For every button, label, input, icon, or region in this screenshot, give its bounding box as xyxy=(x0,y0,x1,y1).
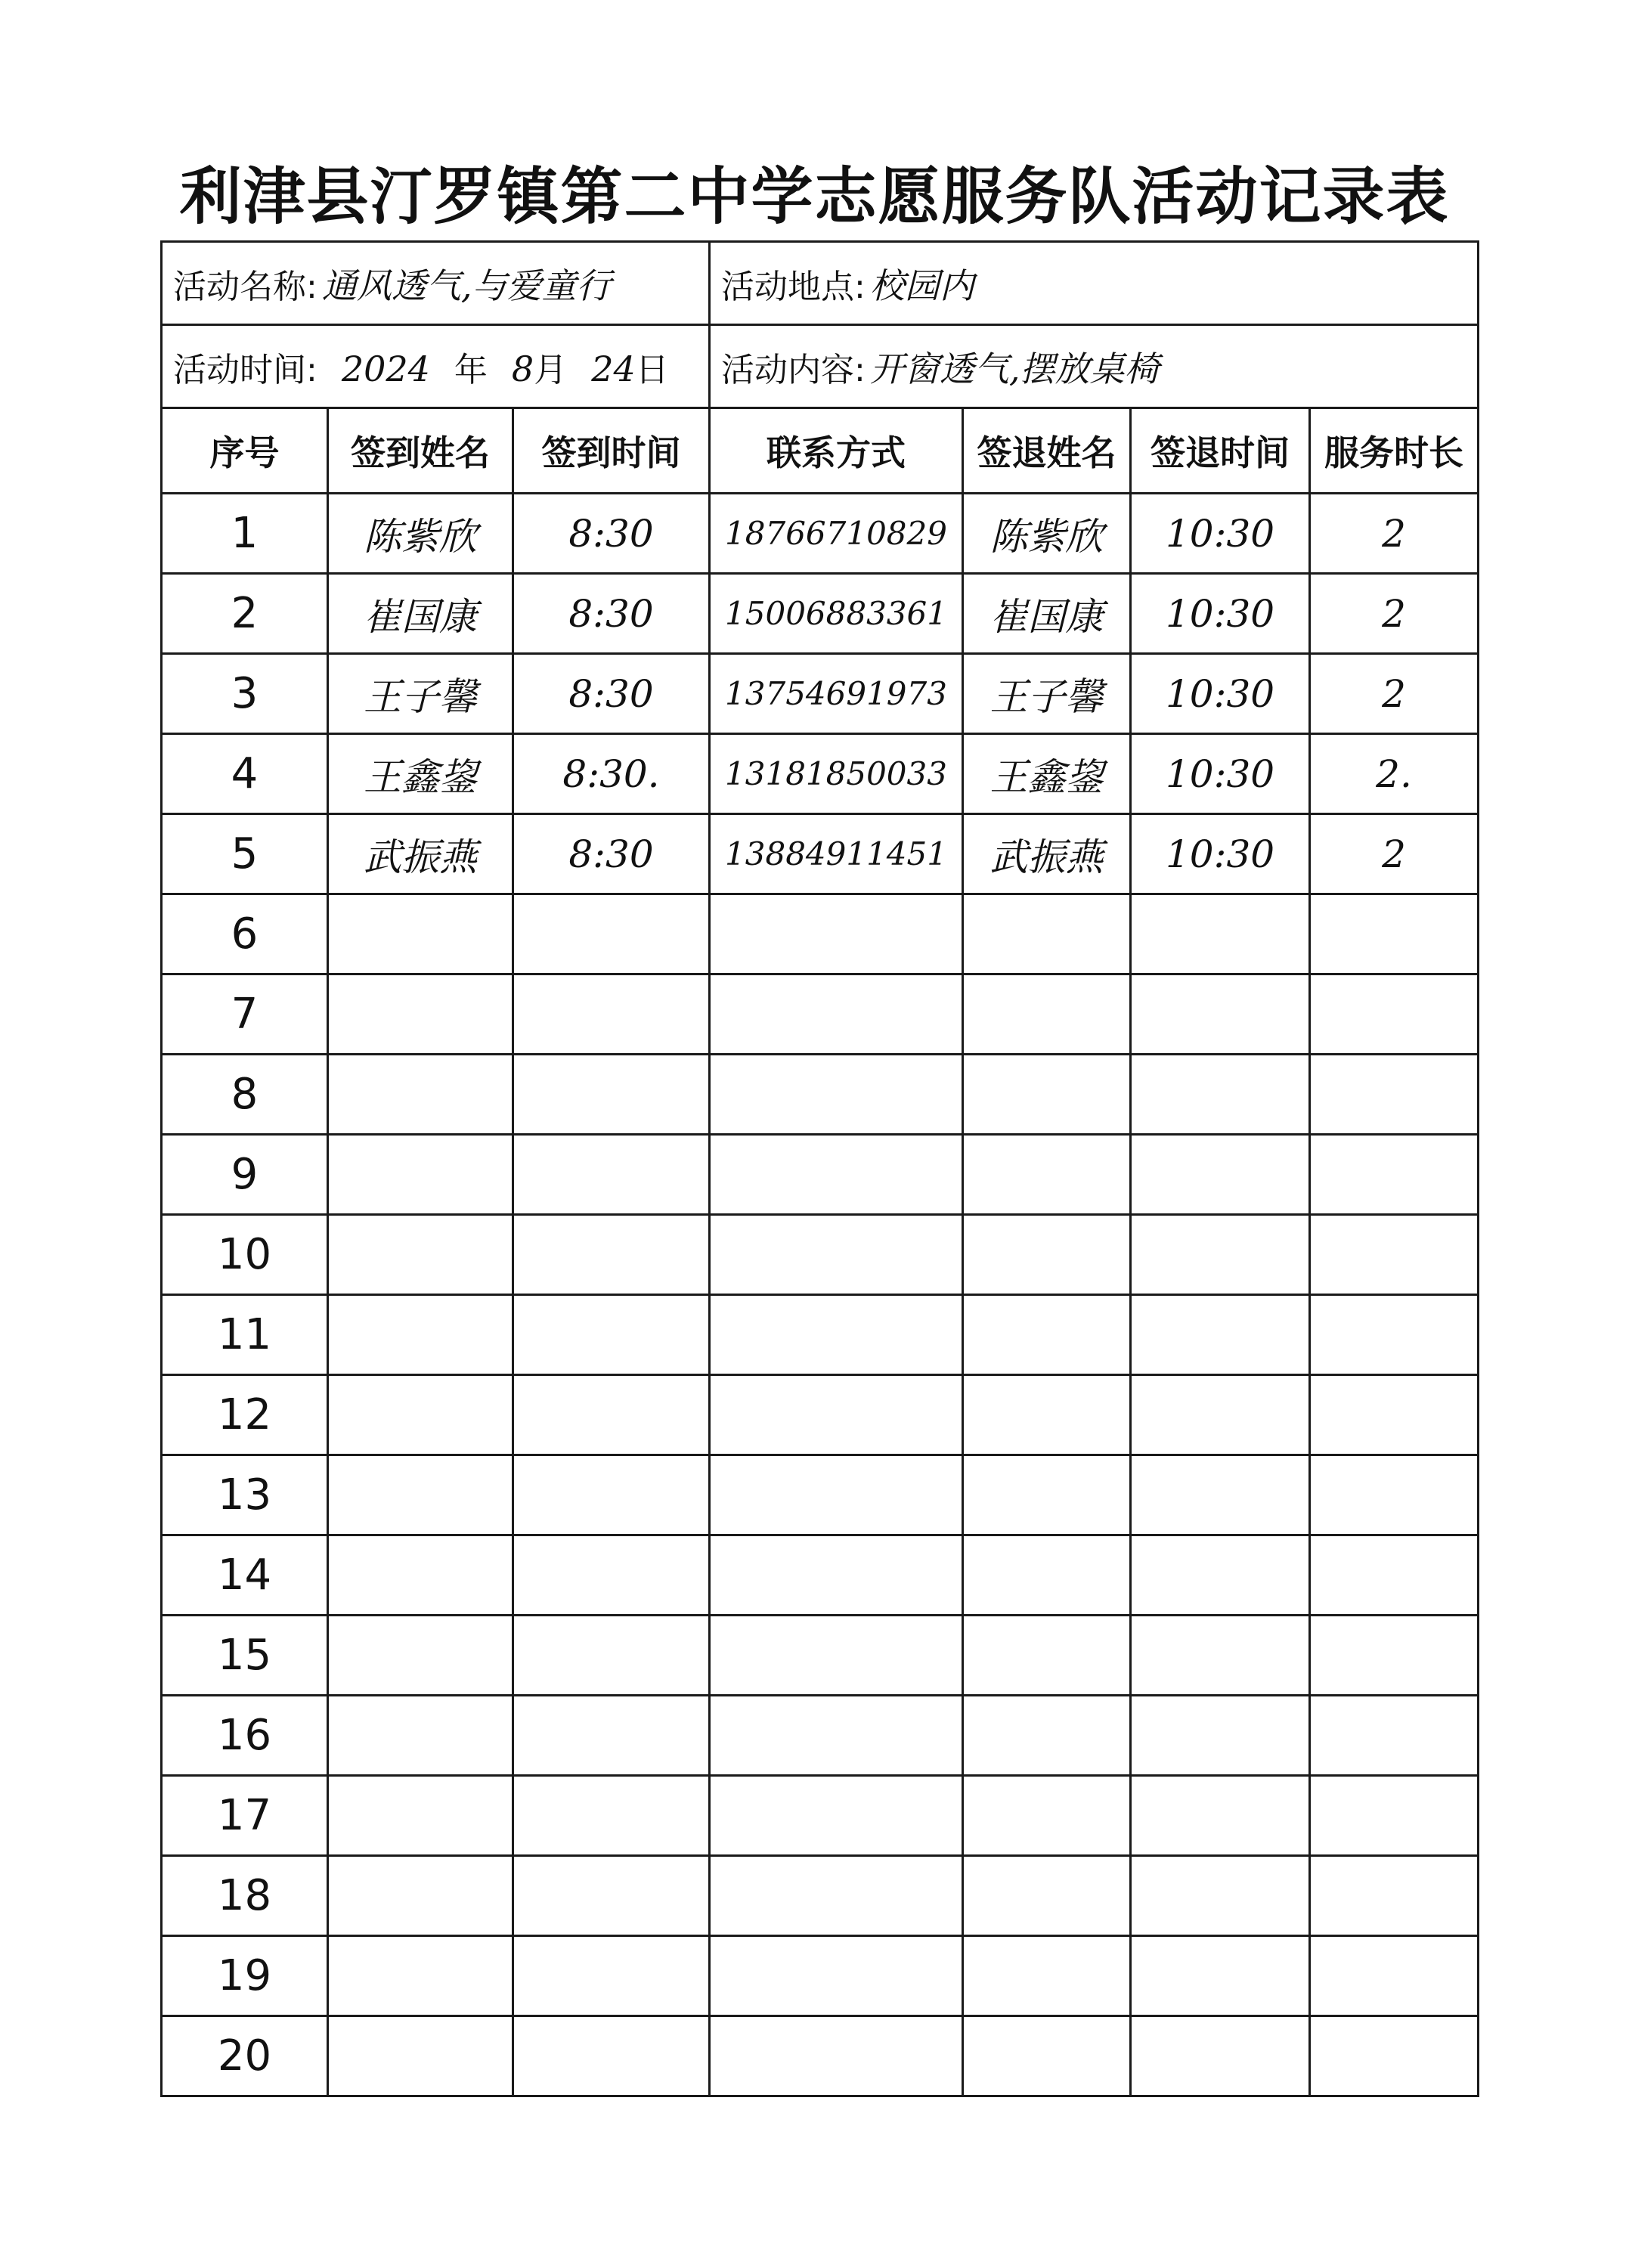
sign-out-time xyxy=(1131,1776,1310,1856)
sign-out-time xyxy=(1131,2016,1310,2096)
contact-phone xyxy=(710,1776,963,1856)
row-number: 12 xyxy=(162,1375,328,1455)
activity-time-label: 活动时间: xyxy=(173,350,317,389)
sign-in-name: 武振燕 xyxy=(328,814,513,894)
row-number: 6 xyxy=(162,894,328,974)
activity-month-unit: 月 xyxy=(534,350,568,389)
service-hours xyxy=(1310,1455,1479,1535)
service-hours xyxy=(1310,1135,1479,1215)
table-row xyxy=(162,1696,1479,1776)
sign-out-time: 10:30 xyxy=(1131,814,1310,894)
activity-content-label: 活动内容: xyxy=(721,350,866,389)
table-row xyxy=(162,1055,1479,1135)
sign-in-time xyxy=(513,1776,710,1856)
column-header: 签退时间 xyxy=(1131,408,1310,494)
activity-record-table xyxy=(160,240,1479,2097)
column-header: 签退姓名 xyxy=(963,408,1131,494)
table-row xyxy=(162,494,1479,574)
service-hours xyxy=(1310,1375,1479,1455)
sign-out-name xyxy=(963,2016,1131,2096)
row-number: 13 xyxy=(162,1455,328,1535)
column-header: 签到姓名 xyxy=(328,408,513,494)
sign-out-name xyxy=(963,1135,1131,1215)
sign-out-name xyxy=(963,974,1131,1055)
activity-place-cell xyxy=(710,242,1479,325)
table-row xyxy=(162,814,1479,894)
sign-out-name xyxy=(963,1616,1131,1696)
sign-out-time xyxy=(1131,974,1310,1055)
sign-out-name xyxy=(963,1696,1131,1776)
contact-phone: 18766710829 xyxy=(710,494,963,574)
row-number: 11 xyxy=(162,1295,328,1375)
sign-out-name xyxy=(963,1375,1131,1455)
activity-name-value: 通风透气,与爱童行 xyxy=(321,265,612,306)
contact-phone xyxy=(710,1455,963,1535)
sign-in-name xyxy=(328,1696,513,1776)
sign-out-time xyxy=(1131,1696,1310,1776)
contact-phone xyxy=(710,1055,963,1135)
column-header-row xyxy=(162,408,1479,494)
service-hours xyxy=(1310,1936,1479,2016)
row-number: 18 xyxy=(162,1856,328,1936)
sign-out-time: 10:30 xyxy=(1131,574,1310,654)
sign-out-name xyxy=(963,1856,1131,1936)
sign-in-time xyxy=(513,1616,710,1696)
column-header: 序号 xyxy=(162,408,328,494)
table-row xyxy=(162,1856,1479,1936)
sign-in-time xyxy=(513,894,710,974)
table-row xyxy=(162,1455,1479,1535)
sign-in-time: 8:30 xyxy=(513,654,710,734)
sign-out-time: 10:30 xyxy=(1131,734,1310,814)
table-row xyxy=(162,1776,1479,1856)
sign-in-time xyxy=(513,1135,710,1215)
sign-out-time xyxy=(1131,894,1310,974)
row-number: 2 xyxy=(162,574,328,654)
activity-time-cell xyxy=(162,325,710,408)
sign-in-time xyxy=(513,1375,710,1455)
sign-out-name xyxy=(963,1215,1131,1295)
table-row xyxy=(162,1936,1479,2016)
sign-in-name xyxy=(328,1055,513,1135)
sign-in-time xyxy=(513,1696,710,1776)
contact-phone xyxy=(710,974,963,1055)
sign-in-time xyxy=(513,2016,710,2096)
row-number: 3 xyxy=(162,654,328,734)
service-hours xyxy=(1310,894,1479,974)
sign-in-time: 8:30 xyxy=(513,494,710,574)
row-number: 10 xyxy=(162,1215,328,1295)
contact-phone xyxy=(710,1375,963,1455)
contact-phone: 13181850033 xyxy=(710,734,963,814)
sign-in-name xyxy=(328,894,513,974)
service-hours xyxy=(1310,1696,1479,1776)
sign-out-name xyxy=(963,1295,1131,1375)
sign-in-time xyxy=(513,974,710,1055)
sign-out-time xyxy=(1131,1535,1310,1616)
row-number: 7 xyxy=(162,974,328,1055)
sign-in-time: 8:30 xyxy=(513,574,710,654)
sign-out-time xyxy=(1131,1135,1310,1215)
sign-in-name xyxy=(328,974,513,1055)
sign-out-time xyxy=(1131,1856,1310,1936)
sign-in-time xyxy=(513,1856,710,1936)
contact-phone xyxy=(710,1936,963,2016)
page-title: 利津县汀罗镇第二中学志愿服务队活动记录表 xyxy=(179,161,1450,233)
activity-place-value: 校园内 xyxy=(869,265,974,306)
activity-content-cell xyxy=(710,325,1479,408)
row-number: 9 xyxy=(162,1135,328,1215)
sign-out-name: 崔国康 xyxy=(963,574,1131,654)
row-number: 20 xyxy=(162,2016,328,2096)
activity-month-value: 8 xyxy=(511,348,534,389)
service-hours: 2 xyxy=(1310,654,1479,734)
service-hours: 2. xyxy=(1310,734,1479,814)
table-row xyxy=(162,1616,1479,1696)
row-number: 19 xyxy=(162,1936,328,2016)
sign-in-time xyxy=(513,1936,710,2016)
sign-in-time xyxy=(513,1215,710,1295)
info-row-time-content xyxy=(162,325,1479,408)
sign-in-time xyxy=(513,1055,710,1135)
activity-name-label: 活动名称: xyxy=(173,267,317,306)
sign-in-name xyxy=(328,1616,513,1696)
sign-out-name xyxy=(963,1535,1131,1616)
table-row xyxy=(162,1135,1479,1215)
activity-year-unit: 年 xyxy=(454,350,488,389)
table-row xyxy=(162,574,1479,654)
sign-out-time xyxy=(1131,1616,1310,1696)
row-number: 14 xyxy=(162,1535,328,1616)
sign-in-time xyxy=(513,1535,710,1616)
table-row xyxy=(162,734,1479,814)
activity-name-cell xyxy=(162,242,710,325)
contact-phone xyxy=(710,1215,963,1295)
row-number: 8 xyxy=(162,1055,328,1135)
sign-in-name: 崔国康 xyxy=(328,574,513,654)
sign-out-name xyxy=(963,1776,1131,1856)
sign-in-name xyxy=(328,2016,513,2096)
row-number: 17 xyxy=(162,1776,328,1856)
service-hours xyxy=(1310,1535,1479,1616)
sign-out-name: 王鑫鋆 xyxy=(963,734,1131,814)
sign-out-name xyxy=(963,1936,1131,2016)
sign-in-name xyxy=(328,1135,513,1215)
sign-in-name xyxy=(328,1215,513,1295)
table-row xyxy=(162,1215,1479,1295)
sign-out-time xyxy=(1131,1936,1310,2016)
row-number: 5 xyxy=(162,814,328,894)
contact-phone xyxy=(710,894,963,974)
info-row-name-place xyxy=(162,242,1479,325)
service-hours xyxy=(1310,1295,1479,1375)
contact-phone xyxy=(710,1616,963,1696)
sign-in-name xyxy=(328,1535,513,1616)
table-row xyxy=(162,1375,1479,1455)
sign-in-name xyxy=(328,1776,513,1856)
sign-in-name: 王鑫鋆 xyxy=(328,734,513,814)
column-header: 服务时长 xyxy=(1310,408,1479,494)
sign-out-name: 王子馨 xyxy=(963,654,1131,734)
row-number: 1 xyxy=(162,494,328,574)
sign-out-time xyxy=(1131,1055,1310,1135)
column-header: 联系方式 xyxy=(710,408,963,494)
sign-out-name xyxy=(963,1055,1131,1135)
sign-in-name xyxy=(328,1375,513,1455)
activity-day-value: 24 xyxy=(591,348,636,389)
sign-out-time xyxy=(1131,1455,1310,1535)
sign-in-time: 8:30. xyxy=(513,734,710,814)
sign-in-name xyxy=(328,1455,513,1535)
table-row xyxy=(162,894,1479,974)
sign-out-name xyxy=(963,894,1131,974)
sign-in-name: 王子馨 xyxy=(328,654,513,734)
sign-in-name xyxy=(328,1295,513,1375)
contact-phone: 13884911451 xyxy=(710,814,963,894)
table-row xyxy=(162,974,1479,1055)
service-hours xyxy=(1310,1776,1479,1856)
contact-phone xyxy=(710,1135,963,1215)
contact-phone xyxy=(710,1295,963,1375)
table-row xyxy=(162,654,1479,734)
table-row xyxy=(162,1535,1479,1616)
contact-phone xyxy=(710,1856,963,1936)
sign-out-name: 武振燕 xyxy=(963,814,1131,894)
sign-in-name xyxy=(328,1856,513,1936)
service-hours xyxy=(1310,974,1479,1055)
service-hours xyxy=(1310,1215,1479,1295)
service-hours xyxy=(1310,1055,1479,1135)
service-hours: 2 xyxy=(1310,814,1479,894)
table-row xyxy=(162,1295,1479,1375)
row-number: 4 xyxy=(162,734,328,814)
service-hours xyxy=(1310,2016,1479,2096)
row-number: 15 xyxy=(162,1616,328,1696)
sign-in-name xyxy=(328,1936,513,2016)
service-hours: 2 xyxy=(1310,494,1479,574)
table-row xyxy=(162,2016,1479,2096)
sign-out-name: 陈紫欣 xyxy=(963,494,1131,574)
activity-day-unit: 日 xyxy=(635,350,669,389)
sign-out-time: 10:30 xyxy=(1131,654,1310,734)
row-number: 16 xyxy=(162,1696,328,1776)
sign-in-name: 陈紫欣 xyxy=(328,494,513,574)
contact-phone xyxy=(710,1696,963,1776)
service-hours: 2 xyxy=(1310,574,1479,654)
sign-out-time: 10:30 xyxy=(1131,494,1310,574)
activity-content-value: 开窗透气,摆放桌椅 xyxy=(869,348,1160,389)
service-hours xyxy=(1310,1616,1479,1696)
sign-in-time xyxy=(513,1455,710,1535)
contact-phone xyxy=(710,2016,963,2096)
sign-out-time xyxy=(1131,1215,1310,1295)
column-header: 签到时间 xyxy=(513,408,710,494)
sign-out-time xyxy=(1131,1295,1310,1375)
contact-phone xyxy=(710,1535,963,1616)
contact-phone: 15006883361 xyxy=(710,574,963,654)
sign-out-name xyxy=(963,1455,1131,1535)
activity-place-label: 活动地点: xyxy=(721,267,866,306)
contact-phone: 13754691973 xyxy=(710,654,963,734)
sign-in-time: 8:30 xyxy=(513,814,710,894)
sign-in-time xyxy=(513,1295,710,1375)
activity-year-value: 2024 xyxy=(341,348,430,389)
service-hours xyxy=(1310,1856,1479,1936)
sign-out-time xyxy=(1131,1375,1310,1455)
